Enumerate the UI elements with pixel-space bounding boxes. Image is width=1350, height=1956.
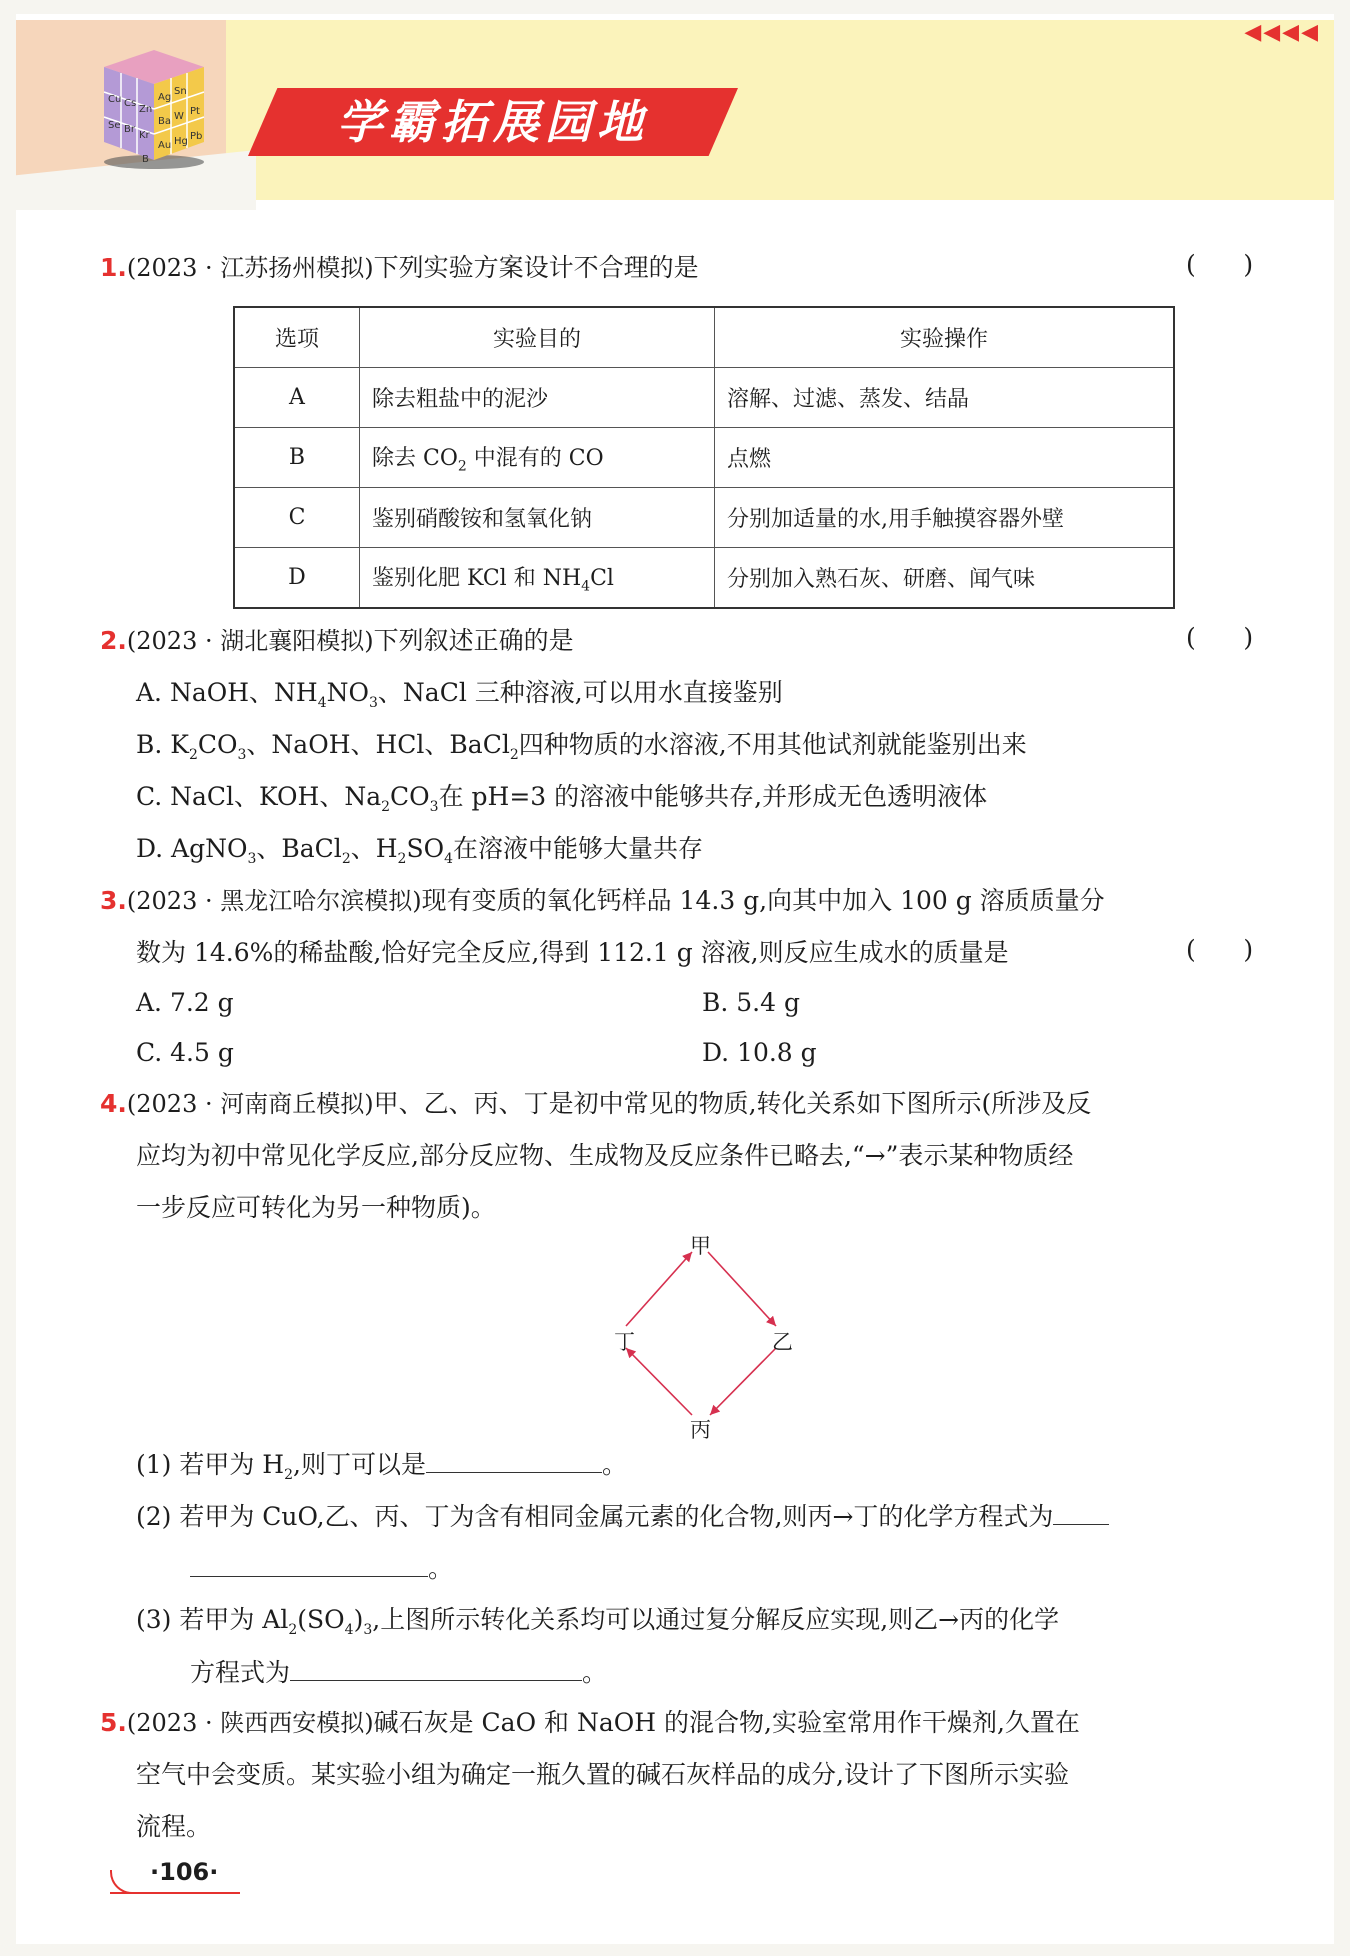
arrow-bing-to-ding xyxy=(626,1348,692,1415)
q3-text-1: 现有变质的氧化钙样品 14.3 g,向其中加入 100 g 溶质质量分 xyxy=(421,886,1105,915)
table-header-cell: 实验操作 xyxy=(715,307,1175,368)
q2-option-b: B. $K_2CO_3$、NaOH、HCl、BaCl$_2$四种物质的水溶液,不用其他试剂就能鉴别出来 xyxy=(136,730,1027,763)
q2-option-d: D. AgNO$_3$、BaCl$_2$、$H_2SO_4$在溶液中能够大量共存 xyxy=(136,834,704,867)
table-cell-option: C xyxy=(234,488,360,548)
table-header-cell: 选项 xyxy=(234,307,360,368)
cube-symbol: Cu xyxy=(108,94,122,105)
q4-line-1 xyxy=(100,1086,1091,1122)
table-cell-goal: 鉴别硝酸铵和氢氧化钠 xyxy=(360,488,715,548)
corner-arrows-icon: ◀◀◀◀ xyxy=(1244,20,1320,45)
cube-symbol: Ba xyxy=(158,116,171,127)
table-row xyxy=(234,548,1174,609)
page-number: ·106· xyxy=(150,1858,219,1886)
q3-answer-paren: ( ) xyxy=(1186,935,1254,964)
q1-number: 1. xyxy=(100,253,127,282)
q3-option-b: B. 5.4 g xyxy=(702,988,800,1017)
table-cell-operation: 分别加适量的水,用手触摸容器外壁 xyxy=(715,488,1175,548)
q4-sub2-line-2: 。 xyxy=(190,1550,453,1587)
table-header-row xyxy=(234,307,1174,368)
q2-option-c: C. NaCl、KOH、$Na_2CO_3$在 pH=3 的溶液中能够共存,并形成无色透明液体 xyxy=(136,782,988,815)
q1-stem-line xyxy=(100,250,699,286)
q2-number: 2. xyxy=(100,626,127,655)
table-cell-goal: 除去 $CO_2$ 中混有的 CO xyxy=(360,428,715,488)
cube-symbol: W xyxy=(174,111,184,122)
q3-option-c: C. 4.5 g xyxy=(136,1038,234,1067)
cube-symbol: Pb xyxy=(190,131,203,142)
node-jia: 甲 xyxy=(690,1234,711,1258)
q1-table xyxy=(233,306,1175,609)
q5-line-3: 流程。 xyxy=(136,1812,212,1841)
q1-answer-paren: ( ) xyxy=(1186,250,1254,279)
node-ding: 丁 xyxy=(614,1330,635,1354)
q4-sub1: (1) 若甲为 $H_2$,则丁可以是 。 xyxy=(136,1446,627,1493)
q4-sub2-line-1: (2) 若甲为 CuO,乙、丙、丁为含有相同金属元素的化合物,则丙→丁的化学方程式为 xyxy=(136,1498,1109,1535)
q2-answer-paren: ( ) xyxy=(1186,623,1254,652)
q5-line-1 xyxy=(100,1705,1080,1741)
q2-option-a: A. NaOH、$NH_4NO_3$、NaCl 三种溶液,可以用水直接鉴别 xyxy=(136,678,783,711)
table-cell-operation: 点燃 xyxy=(715,428,1175,488)
q4-line-3: 一步反应可转化为另一种物质)。 xyxy=(136,1193,496,1222)
answer-blank[interactable] xyxy=(190,1550,428,1577)
q5-line-2: 空气中会变质。某实验小组为确定一瓶久置的碱石灰样品的成分,设计了下图所示实验 xyxy=(136,1760,1069,1789)
q3-option-d: D. 10.8 g xyxy=(702,1038,817,1067)
q4-source: (2023 · 河南商丘模拟) xyxy=(126,1090,374,1118)
page-number-underline xyxy=(110,1892,240,1894)
cube-symbol: Pt xyxy=(190,106,200,117)
table-row xyxy=(234,428,1174,488)
cube-symbol: Kr xyxy=(139,130,150,141)
cube-symbol: Se xyxy=(108,120,121,131)
q5-number: 5. xyxy=(100,1708,127,1737)
answer-blank[interactable] xyxy=(1053,1498,1109,1525)
q4-number: 4. xyxy=(100,1089,127,1118)
q2-source: (2023 · 湖北襄阳模拟) xyxy=(126,627,374,655)
table-cell-operation: 分别加入熟石灰、研磨、闻气味 xyxy=(715,548,1175,609)
arrow-yi-to-bing xyxy=(710,1348,776,1415)
table-cell-operation: 溶解、过滤、蒸发、结晶 xyxy=(715,368,1175,428)
arrow-ding-to-jia xyxy=(626,1252,692,1326)
q1-source: (2023 · 江苏扬州模拟) xyxy=(126,254,374,282)
q5-text-1: 碱石灰是 CaO 和 NaOH 的混合物,实验室常用作干燥剂,久置在 xyxy=(373,1708,1080,1737)
arrow-jia-to-yi xyxy=(708,1252,776,1326)
cube-symbol: Cs xyxy=(124,98,137,109)
cube-symbol: Hg xyxy=(174,136,188,147)
table-cell-option: A xyxy=(234,368,360,428)
q3-number: 3. xyxy=(100,886,127,915)
q3-line-2: 数为 14.6%的稀盐酸,恰好完全反应,得到 112.1 g 溶液,则反应生成水的质量是 xyxy=(136,938,1009,967)
cube-symbol: Ag xyxy=(158,92,172,103)
q3-line-1 xyxy=(100,883,1105,919)
q3-option-a: A. 7.2 g xyxy=(136,988,234,1017)
table-row xyxy=(234,488,1174,548)
node-yi: 乙 xyxy=(772,1330,793,1354)
cube-symbol: B xyxy=(142,154,149,165)
q2-stem-line xyxy=(100,623,574,659)
answer-blank[interactable] xyxy=(426,1446,602,1473)
q2-stem: 下列叙述正确的是 xyxy=(373,626,574,655)
table-cell-option: D xyxy=(234,548,360,609)
table-cell-goal: 除去粗盐中的泥沙 xyxy=(360,368,715,428)
table-cell-option: B xyxy=(234,428,360,488)
answer-blank[interactable] xyxy=(290,1654,582,1681)
q5-source: (2023 · 陕西西安模拟) xyxy=(126,1709,374,1737)
q4-text-1: 甲、乙、丙、丁是初中常见的物质,转化关系如下图所示(所涉及反 xyxy=(373,1089,1092,1118)
element-cube-logo xyxy=(84,42,214,172)
q4-sub3-line-1: (3) 若甲为 $Al_2(SO_4)_3$,上图所示转化关系均可以通过复分解反应实现,则乙→丙的化学 xyxy=(136,1605,1060,1638)
cube-symbol: Zn xyxy=(139,104,153,115)
table-header-cell: 实验目的 xyxy=(360,307,715,368)
cube-symbol: Au xyxy=(158,140,172,151)
q3-source: (2023 · 黑龙江哈尔滨模拟) xyxy=(126,887,422,915)
q4-sub3-line-2: 方程式为 。 xyxy=(190,1654,607,1691)
table-row xyxy=(234,368,1174,428)
q4-line-2: 应均为初中常见化学反应,部分反应物、生成物及反应条件已略去,“→”表示某种物质经 xyxy=(136,1141,1074,1170)
table-cell-goal: 鉴别化肥 KCl 和 $NH_4Cl$ xyxy=(360,548,715,609)
conversion-diagram xyxy=(600,1230,800,1440)
cube-symbol: Sn xyxy=(174,86,187,97)
node-bing: 丙 xyxy=(690,1418,711,1442)
cube-symbol: Br xyxy=(124,124,135,135)
section-title: 学霸拓展园地 xyxy=(337,95,649,149)
q1-stem: 下列实验方案设计不合理的是 xyxy=(373,253,699,282)
